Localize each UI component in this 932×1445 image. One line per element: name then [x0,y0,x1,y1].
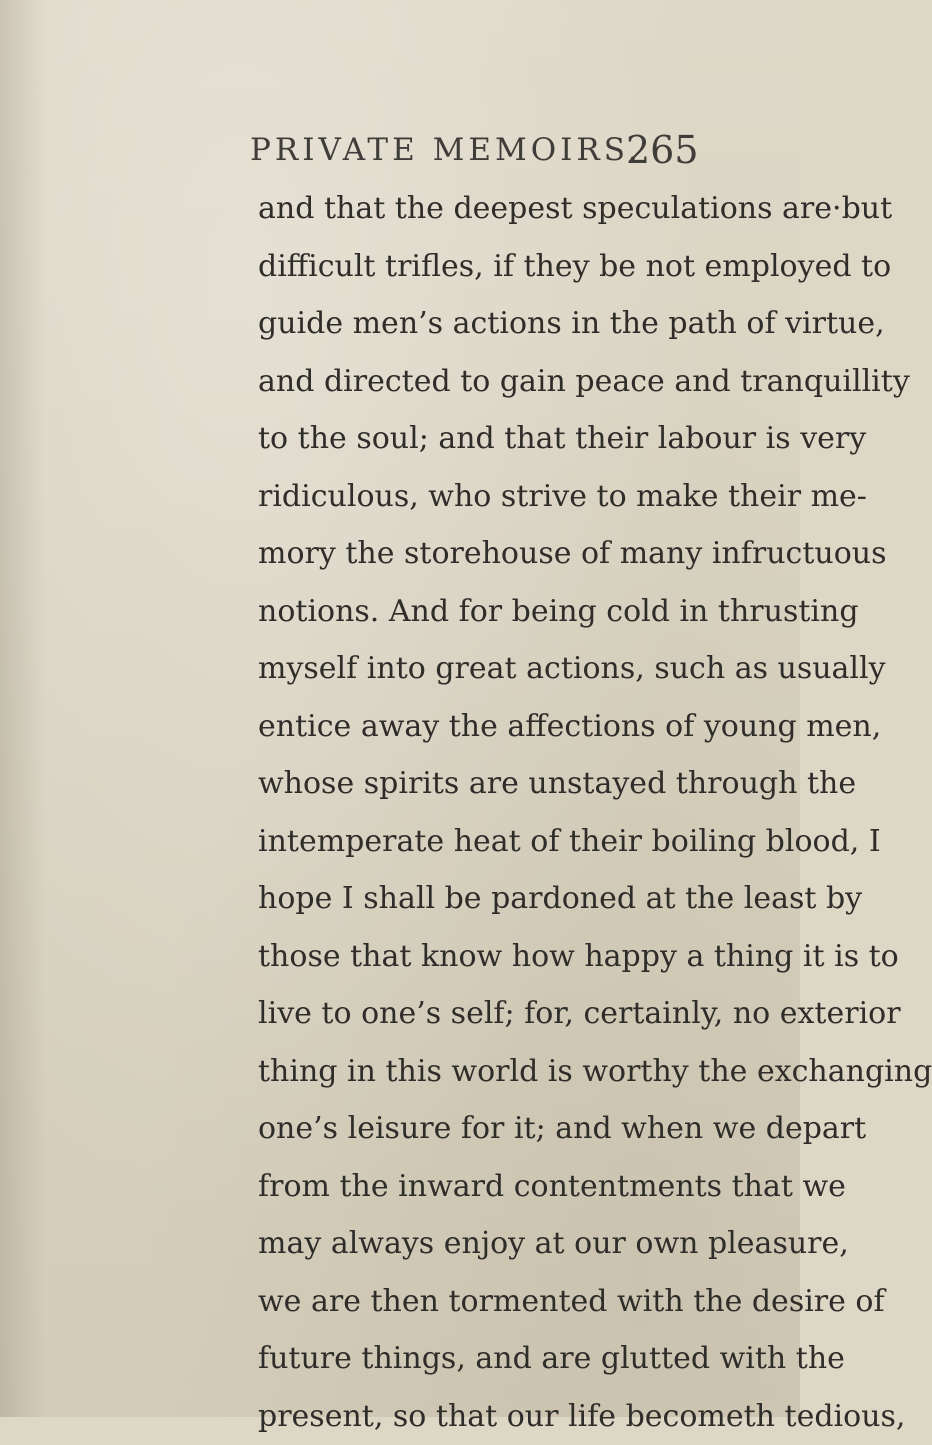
text-line: present, so that our life becometh tedious, [258,1388,778,1445]
text-line: we are then tormented with the desire of [258,1273,778,1331]
text-line: one’s leisure for it; and when we depart [258,1100,778,1158]
text-line: difficult trifles, if they be not employed to [258,238,778,296]
text-line: and directed to gain peace and tranquillity [258,353,778,411]
running-title: PRIVATE MEMOIRS. [250,132,642,168]
text-line: to the soul; and that their labour is very [258,410,778,468]
page-number: 265 [626,128,699,172]
text-line: those that know how happy a thing it is to [258,928,778,986]
text-line: from the inward contentments that we [258,1158,778,1216]
text-line: notions. And for being cold in thrusting [258,583,778,641]
text-line: mory the storehouse of many infructuous [258,525,778,583]
text-line: and that the deepest speculations are·but [258,180,778,238]
text-line: intemperate heat of their boiling blood, I [258,813,778,871]
text-line: entice away the affections of young men, [258,698,778,756]
text-line: guide men’s actions in the path of virtue, [258,295,778,353]
text-line: hope I shall be pardoned at the least by [258,870,778,928]
text-line: future things, and are glutted with the [258,1330,778,1388]
running-head [0,122,800,178]
text-line: thing in this world is worthy the exchanging [258,1043,778,1101]
body-text [258,180,778,1445]
text-line: live to one’s self; for, certainly, no exterior [258,985,778,1043]
text-line: ridiculous, who strive to make their me- [258,468,778,526]
text-line: myself into great actions, such as usually [258,640,778,698]
text-line: may always enjoy at our own pleasure, [258,1215,778,1273]
text-line: whose spirits are unstayed through the [258,755,778,813]
